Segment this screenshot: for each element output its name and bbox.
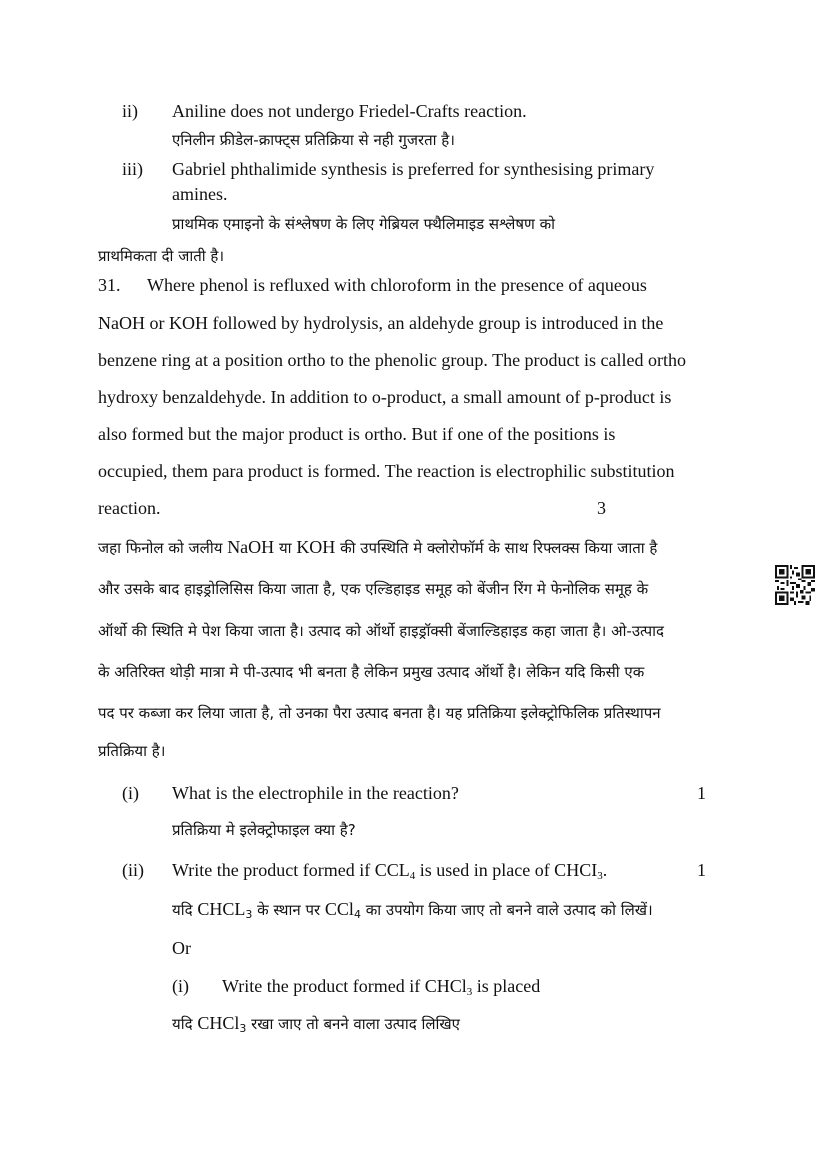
question-number: 31. (98, 275, 121, 295)
statement-text-hindi: प्राथमिकता दी जाती है। (98, 247, 225, 265)
answer-line: NaOH or KOH followed by hydrolysis, an aldehyde group is introduced in the (98, 313, 664, 333)
chemical-formula: KOH (296, 537, 336, 557)
answer-line-hindi: और उसके बाद हाइड्रोलिसिस किया जाता है, एक एल्डिहाइड समूह को बेंजीन रिंग मे फेनोलिक समूह के (98, 580, 649, 598)
qr-code-icon (775, 565, 815, 605)
answer-line: reaction. (98, 498, 161, 518)
subscript: 4 (353, 908, 361, 921)
hindi-text: जहा फिनोल को जलीय (98, 539, 228, 557)
sub-question-number: (ii) (122, 860, 144, 880)
hindi-text: यदि (172, 1015, 198, 1033)
answer-line-hindi (98, 537, 657, 558)
statement-text: amines. (172, 184, 228, 204)
chemical-formula: CHCl (197, 1013, 240, 1033)
statement-text-hindi: प्राथमिक एमाइनो के संश्लेषण के लिए गेब्रियल फ्थैलिमाइड सश्लेषण को (172, 215, 556, 233)
chemical-formula: CCl (324, 899, 354, 919)
sub-question-text (172, 860, 607, 881)
hindi-text: का उपयोग किया जाए तो बनने वाले उत्पाद को लिखें। (360, 901, 653, 919)
or-separator: Or (172, 938, 191, 958)
hindi-text: या (274, 539, 297, 557)
sub-question-number: (i) (122, 783, 139, 803)
answer-line-hindi: प्रतिक्रिया है। (98, 742, 166, 760)
subscript: 3 (239, 1022, 247, 1035)
marks: 3 (597, 498, 606, 518)
chemical-formula: NaOH (227, 537, 275, 557)
answer-line-hindi: के अतिरिक्त थोड़ी मात्रा मे पी-उत्पाद भी बनता है लेकिन प्रमुख उत्पाद ऑर्थो है। लेकिन यदि किसी एक (98, 663, 645, 681)
sub-question-text-hindi: प्रतिक्रिया मे इलेक्ट्रोफाइल क्या है? (172, 821, 356, 839)
marks: 1 (697, 783, 706, 803)
chemical-formula: CHCL (197, 899, 246, 919)
answer-line: hydroxy benzaldehyde. In addition to o-product, a small amount of p-product is (98, 387, 672, 407)
answer-line: occupied, them para product is formed. The reaction is electrophilic substitution (98, 461, 675, 481)
subscript: 3 (597, 870, 603, 882)
sub-question-text: What is the electrophile in the reaction? (172, 783, 459, 803)
text: . (602, 860, 608, 880)
text: Write the product formed if CHCl (222, 976, 467, 996)
statement-text: Aniline does not undergo Friedel-Crafts reaction. (172, 101, 527, 121)
item-number: iii) (122, 159, 143, 179)
hindi-text: रखा जाए तो बनने वाला उत्पाद लिखिए (246, 1015, 460, 1033)
hindi-text: के स्थान पर (252, 901, 325, 919)
item-number: ii) (122, 101, 138, 121)
answer-line: Where phenol is refluxed with chloroform in the presence of aqueous (147, 275, 647, 295)
answer-line-hindi: पद पर कब्जा कर लिया जाता है, तो उनका पैरा उत्पाद बनता है। यह प्रतिक्रिया इलेक्ट्रोफिलिक प्रतिस्थापन (98, 704, 661, 722)
answer-line: benzene ring at a position ortho to the phenolic group. The product is called ortho (98, 350, 687, 370)
hindi-text: की उपस्थिति मे क्लोरोफॉर्म के साथ रिफ्लक्स किया जाता है (335, 539, 658, 557)
sub-question-number: (i) (172, 976, 189, 996)
statement-text: Gabriel phthalimide synthesis is preferred for synthesising primary (172, 159, 655, 179)
text: is used in place of CHCI (415, 860, 598, 880)
subscript: 3 (245, 908, 253, 921)
subscript: 3 (466, 986, 473, 998)
text: is placed (472, 976, 541, 996)
hindi-text: यदि (172, 901, 198, 919)
sub-question-text (222, 976, 540, 997)
text: Write the product formed if CCL (172, 860, 410, 880)
answer-line: also formed but the major product is ortho. But if one of the positions is (98, 424, 616, 444)
statement-text-hindi: एनिलीन फ्रीडेल-क्राफ्ट्स प्रतिक्रिया से नही गुजरता है। (172, 131, 455, 149)
subscript: 4 (409, 870, 416, 882)
sub-question-text-hindi (172, 1013, 460, 1034)
sub-question-text-hindi (172, 899, 653, 920)
marks: 1 (697, 860, 706, 880)
answer-line-hindi: ऑर्थो की स्थिति मे पेश किया जाता है। उत्पाद को ऑर्थो हाइड्रॉक्सी बेंजाल्डिहाइड कहा जाता है। ओ-उत्पाद (98, 622, 665, 640)
